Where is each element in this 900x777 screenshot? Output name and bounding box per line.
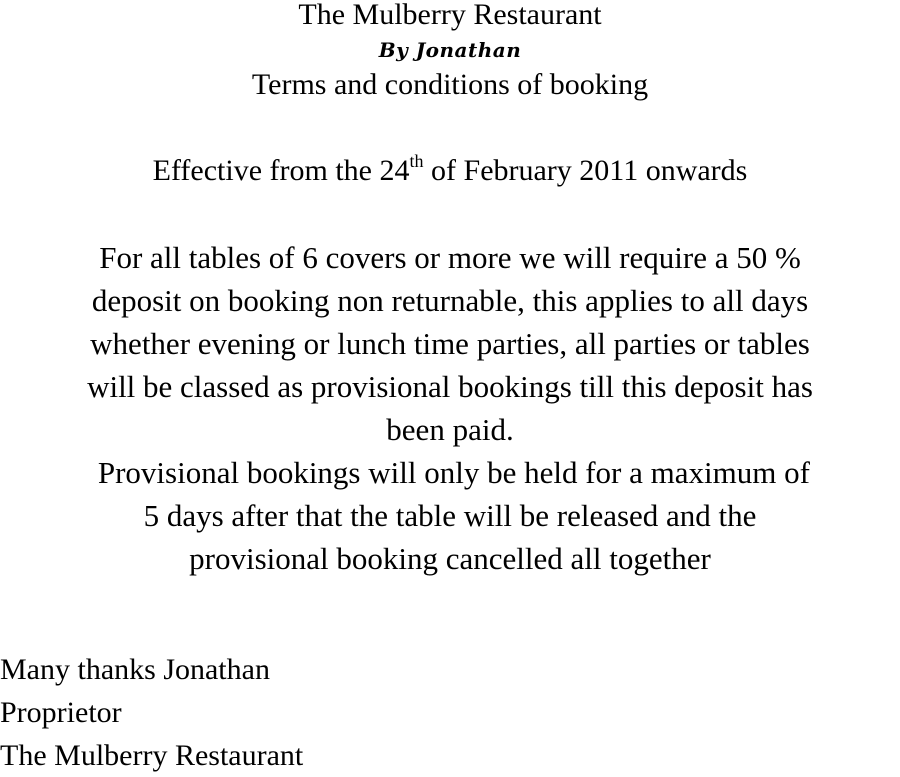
- restaurant-title: The Mulberry Restaurant: [298, 0, 602, 31]
- deposit-line: been paid.: [386, 412, 514, 447]
- effective-prefix: Effective from the 24: [152, 154, 410, 187]
- document-subtitle: Terms and conditions of booking: [251, 68, 649, 101]
- deposit-line: For all tables of 6 covers or more we will require a 50 %: [99, 240, 801, 275]
- signoff-block: [0, 648, 303, 777]
- signoff-role: Proprietor: [0, 696, 122, 729]
- effective-date-line: [0, 151, 900, 188]
- provisional-line: Provisional bookings will only be held for a maximum of: [90, 455, 810, 490]
- byline: By Jonathan: [378, 38, 522, 62]
- provisional-line: 5 days after that the table will be released and the: [143, 498, 757, 533]
- deposit-paragraph: [0, 236, 900, 451]
- deposit-line: will be classed as provisional bookings till this deposit has: [87, 369, 813, 404]
- deposit-line: whether evening or lunch time parties, all parties or tables: [90, 326, 810, 361]
- signoff-org: The Mulberry Restaurant: [0, 739, 304, 772]
- effective-suffix: of February 2011 onwards: [423, 154, 748, 187]
- signoff-thanks: Many thanks Jonathan: [0, 653, 270, 686]
- effective-ordinal-suffix: th: [409, 151, 424, 171]
- deposit-line: deposit on booking non returnable, this applies to all days: [91, 283, 809, 318]
- provisional-paragraph: [0, 451, 900, 580]
- provisional-line: provisional booking cancelled all together: [189, 541, 711, 576]
